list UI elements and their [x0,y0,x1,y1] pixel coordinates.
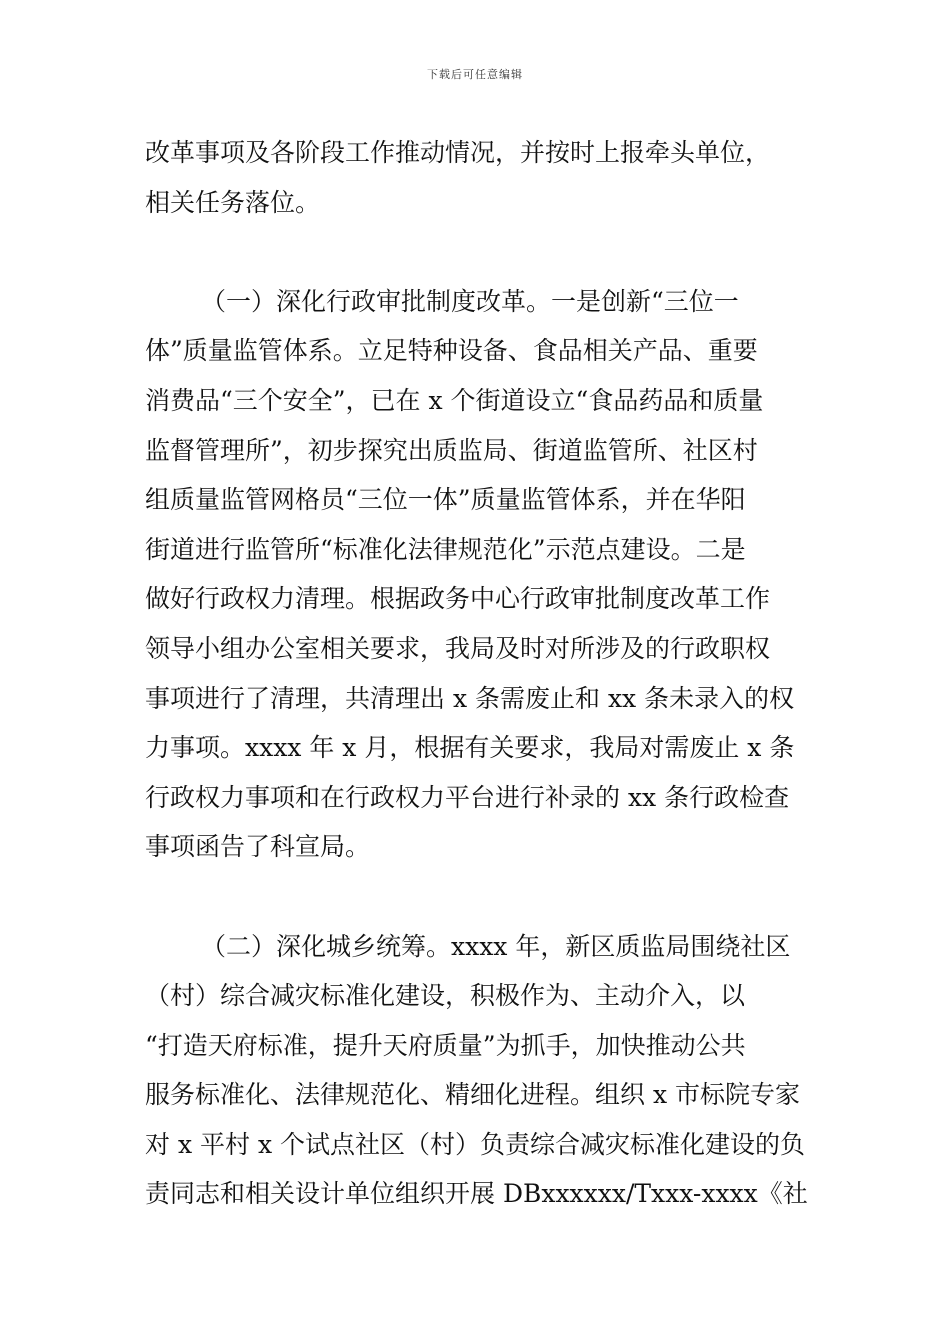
text-line: 改革事项及各阶段工作推动情况，并按时上报牵头单位， [145,138,771,167]
text-line: 对 x 平村 x 个试点社区（村）负责综合减灾标准化建设的负 [145,1129,805,1159]
text-line: 行政权力事项和在行政权力平台进行补录的 xx 条行政检查 [145,782,790,812]
text-line: 力事项。xxxx 年 x 月，根据有关要求，我局对需废止 x 条 [145,733,795,763]
paragraph-intro [145,128,810,227]
text-line: 领导小组办公室相关要求，我局及时对所涉及的行政职权 [145,633,771,663]
text-line: 监督管理所”，初步探究出质监局、街道监管所、社区村 [145,435,758,465]
page-header-note: 下载后可任意编辑 [427,68,523,81]
text-line: 街道进行监管所“标准化法律规范化”示范点建设。二是 [145,534,746,564]
paragraph-section-2 [145,922,810,1220]
text-line: 相关任务落位。 [145,187,321,217]
paragraph-section-1 [145,277,810,872]
text-line: 责同志和相关设计单位组织开展 DBxxxxxx/Txxx-xxxx《社 [145,1179,808,1209]
text-line: （一）深化行政审批制度改革。一是创新“三位一 [201,286,739,316]
text-line: 组质量监管网格员“三位一体”质量监管体系，并在华阳 [145,485,746,515]
text-line: 消费品“三个安全”，已在 x 个街道设立“食品药品和质量 [145,385,764,415]
document-body [145,128,810,1219]
paragraph-gap [145,872,810,922]
paragraph-gap [145,227,810,277]
text-line: 服务标准化、法律规范化、精细化进程。组织 x 市标院专家 [145,1080,800,1110]
text-line: 体”质量监管体系。立足特种设备、食品相关产品、重要 [145,336,758,366]
text-line: 做好行政权力清理。根据政务中心行政审批制度改革工作 [145,584,771,614]
text-line: 事项进行了清理，共清理出 x 条需废止和 xx 条未录入的权 [145,683,795,713]
text-line: （二）深化城乡统筹。xxxx 年，新区质监局围绕社区 [201,931,791,961]
text-line: “打造天府标准，提升天府质量”为抓手，加快推动公共 [145,1030,746,1060]
text-line: （村）综合减灾标准化建设，积极作为、主动介入，以 [145,981,746,1011]
text-line: 事项函告了科宣局。 [145,832,371,862]
